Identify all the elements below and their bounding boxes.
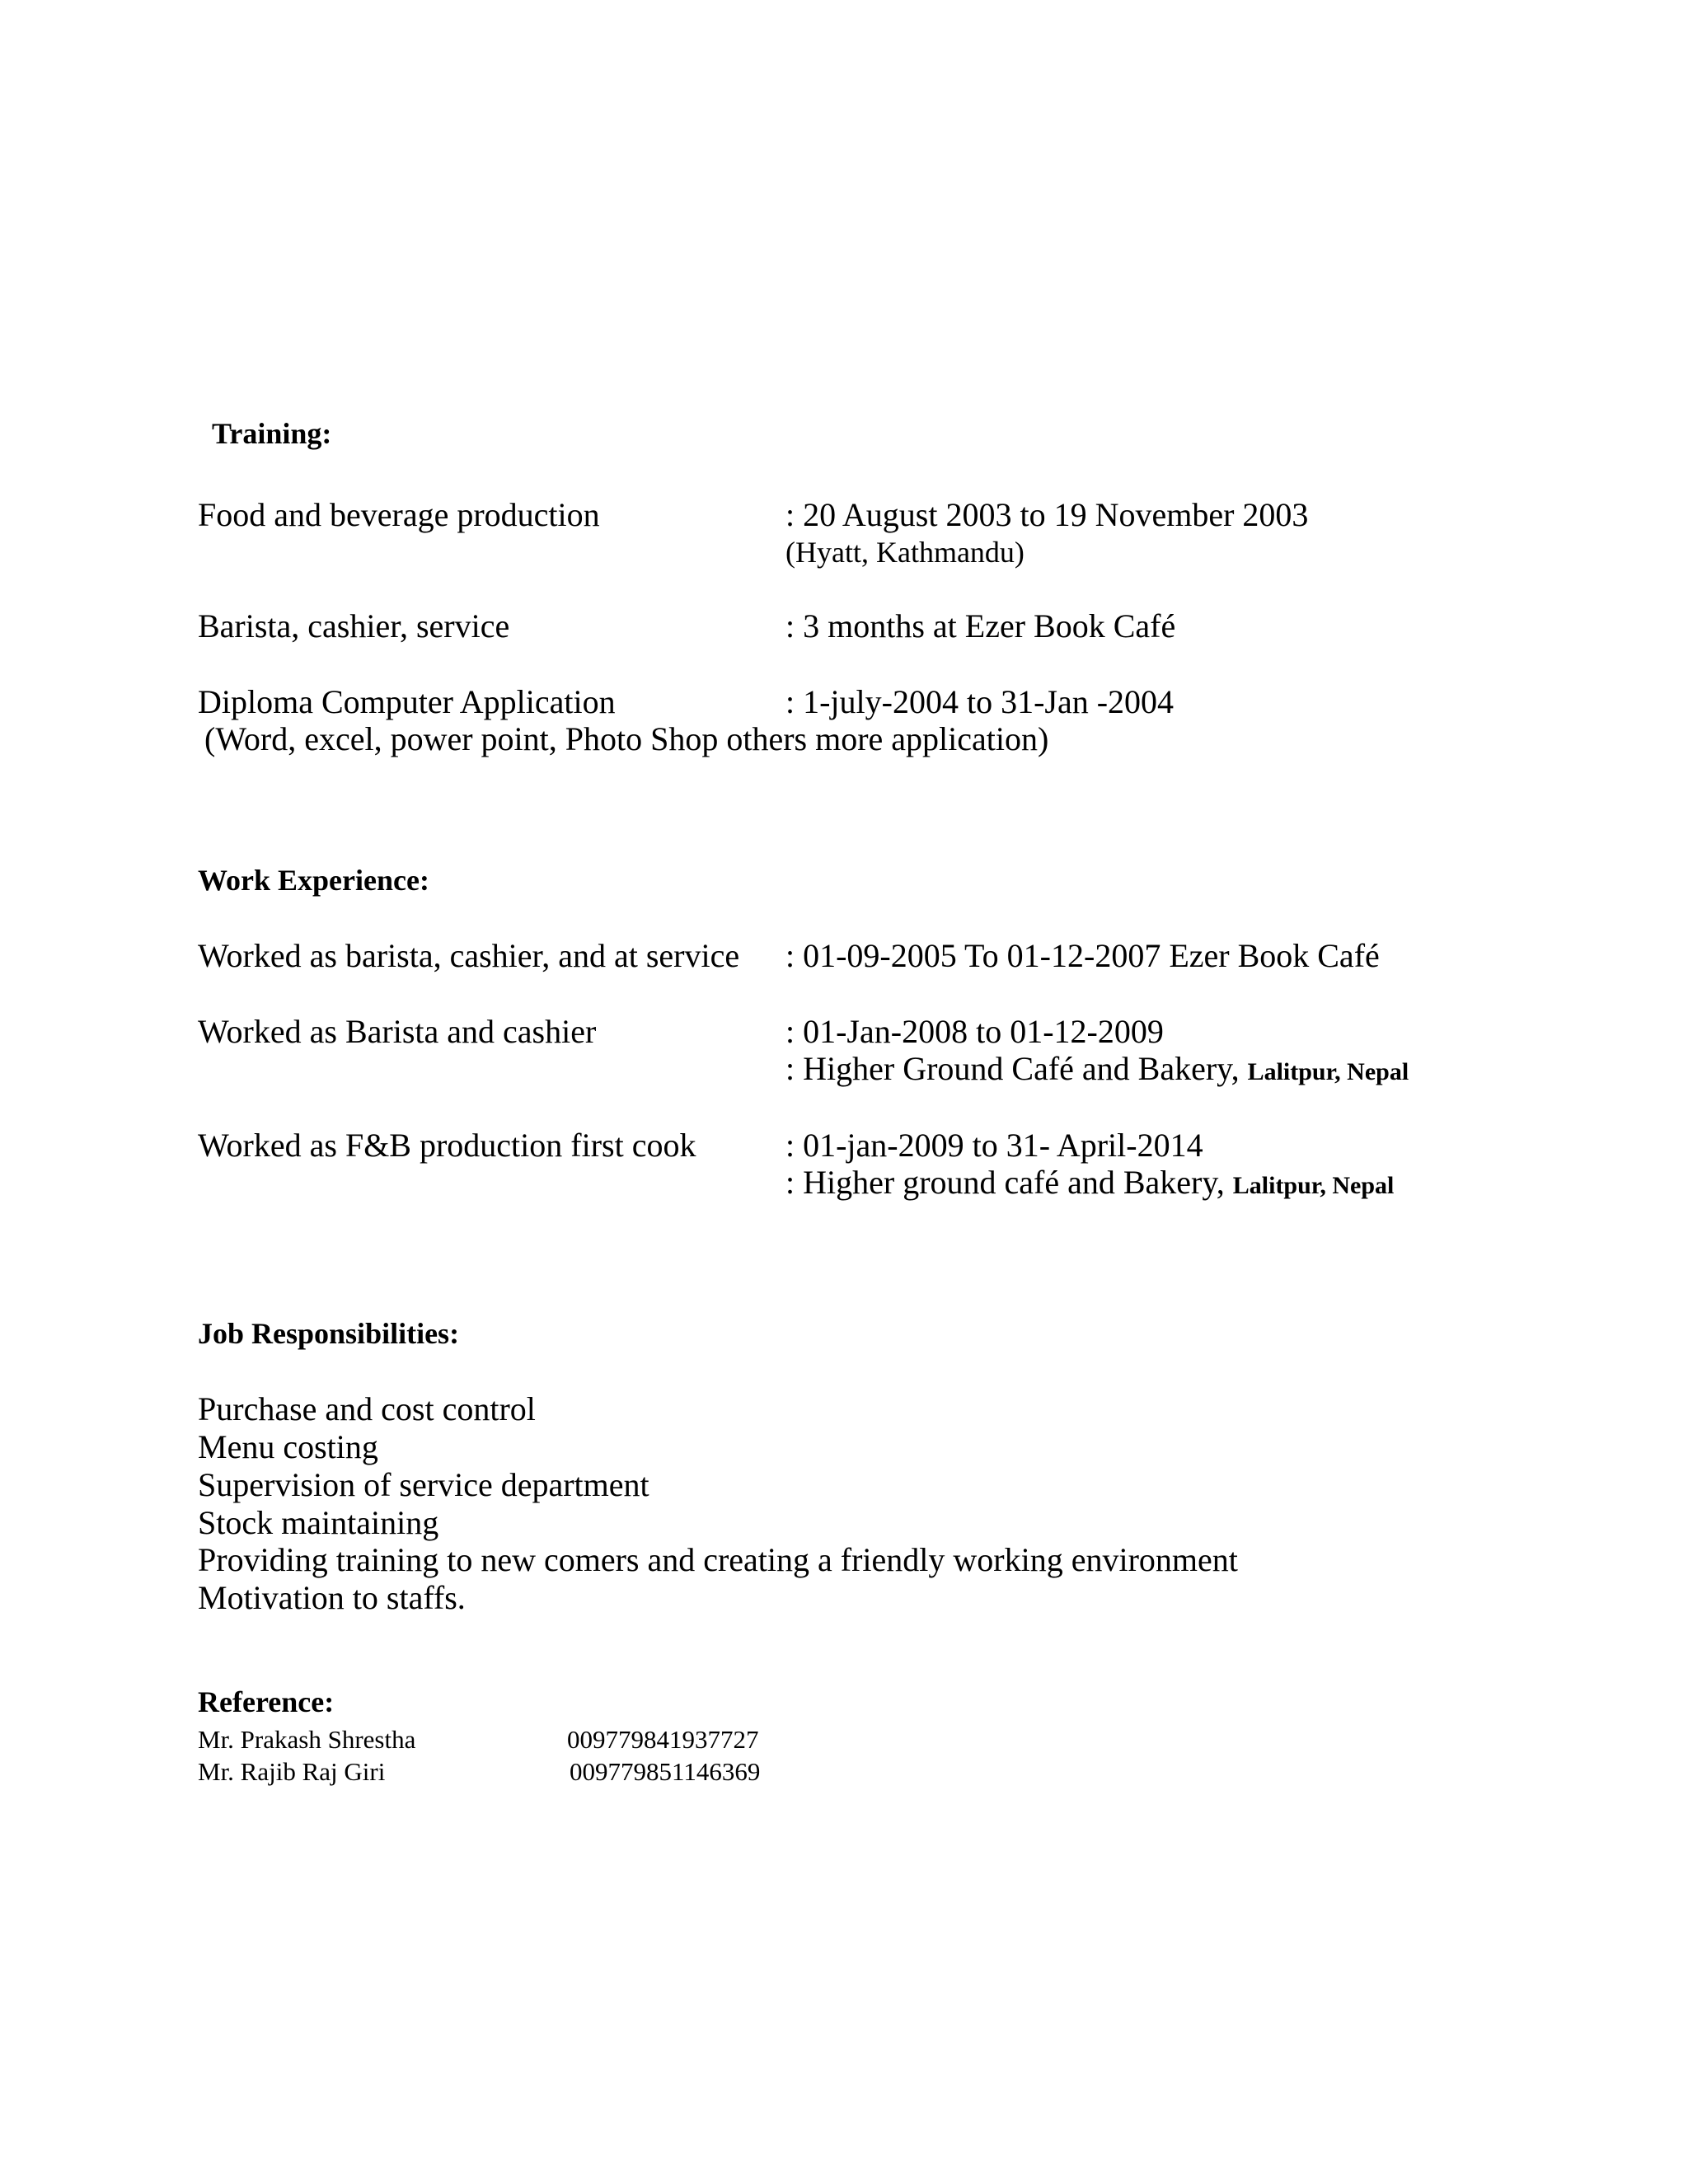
training-item-label: Food and beverage production: [198, 496, 600, 533]
reference-heading: Reference:: [198, 1685, 335, 1718]
reference-name: Mr. Prakash Shrestha: [198, 1725, 416, 1754]
responsibility-item: Motivation to staffs.: [198, 1579, 466, 1616]
work-item-label: Worked as Barista and cashier: [198, 1013, 597, 1050]
reference-phone: 009779851146369: [570, 1757, 761, 1786]
training-item-value: : 3 months at Ezer Book Café: [785, 607, 1176, 644]
work-item-place: [785, 1166, 1394, 1199]
work-item-value: : 01-Jan-2008 to 01-12-2009: [785, 1013, 1164, 1050]
work-item-label: Worked as F&B production first cook: [198, 1127, 696, 1164]
responsibility-item: Menu costing: [198, 1428, 378, 1465]
responsibility-item: Supervision of service department: [198, 1466, 649, 1503]
training-heading: Training:: [212, 417, 332, 450]
work-experience-heading: Work Experience:: [198, 864, 429, 897]
reference-phone: 009779841937727: [567, 1725, 759, 1754]
work-item-value: : 01-09-2005 To 01-12-2007 Ezer Book Café: [785, 937, 1380, 974]
training-item-label: Barista, cashier, service: [198, 607, 510, 644]
training-item-note: (Hyatt, Kathmandu): [785, 536, 1025, 569]
work-item-value: : 01-jan-2009 to 31- April-2014: [785, 1127, 1203, 1164]
responsibility-item: Purchase and cost control: [198, 1390, 536, 1427]
job-responsibilities-heading: Job Responsibilities:: [198, 1317, 460, 1350]
work-item-location: Lalitpur, Nepal: [1232, 1172, 1395, 1199]
training-item-label: Diploma Computer Application: [198, 683, 616, 720]
training-item-value: : 20 August 2003 to 19 November 2003: [785, 496, 1309, 533]
work-item-location: Lalitpur, Nepal: [1247, 1058, 1409, 1085]
responsibility-item: Stock maintaining: [198, 1504, 439, 1541]
responsibility-item: Providing training to new comers and creating a friendly working environment: [198, 1541, 1238, 1578]
work-item-place-text: : Higher ground café and Bakery,: [785, 1164, 1225, 1201]
work-item-label: Worked as barista, cashier, and at service: [198, 937, 740, 974]
training-item-note: (Word, excel, power point, Photo Shop others more application): [204, 720, 1049, 757]
training-item-value: : 1-july-2004 to 31-Jan -2004: [785, 683, 1175, 720]
reference-name: Mr. Rajib Raj Giri: [198, 1757, 386, 1786]
work-item-place: [785, 1052, 1409, 1085]
work-item-place-text: : Higher Ground Café and Bakery,: [785, 1050, 1240, 1087]
